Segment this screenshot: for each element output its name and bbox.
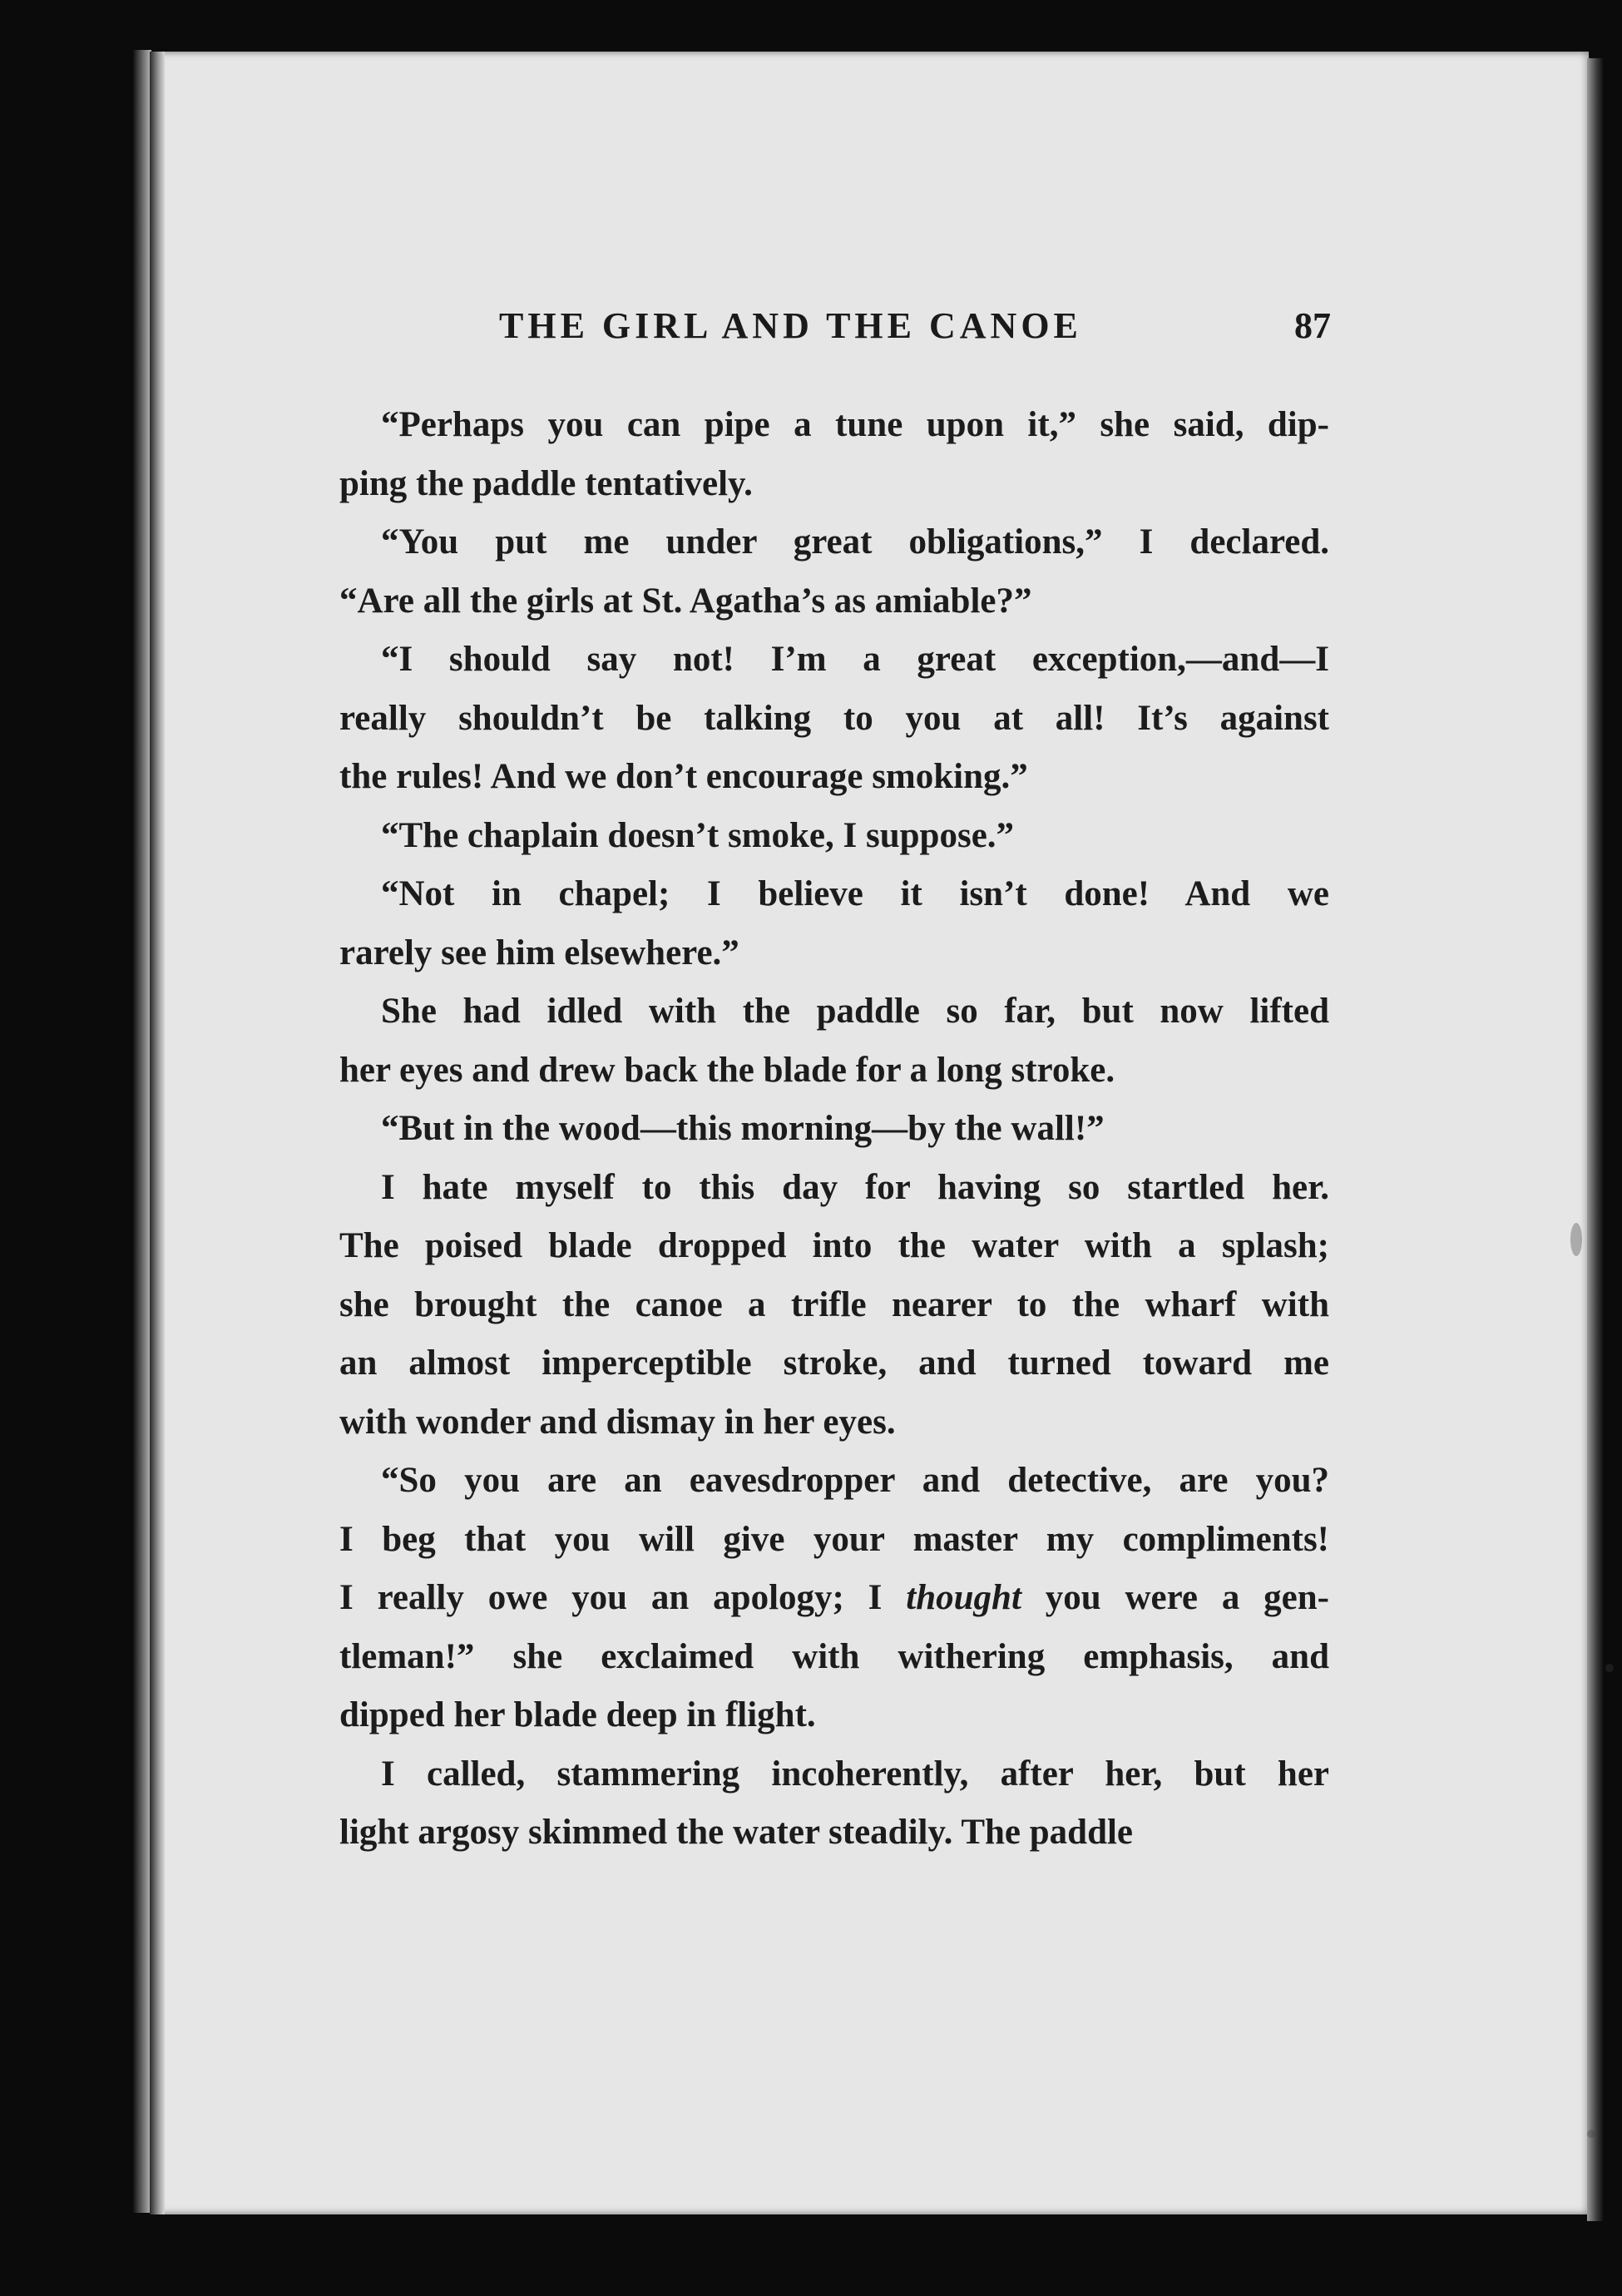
paragraph — [339, 1159, 1329, 1452]
text-line: The poised blade dropped into the water with a splash; — [339, 1226, 1329, 1265]
text-line: ping the paddle tentatively. — [339, 463, 753, 503]
text-line: She had idled with the paddle so far, but now lifted — [381, 992, 1329, 1031]
paragraph — [339, 807, 1329, 866]
page-header — [333, 304, 1331, 354]
margin-speck — [1587, 2130, 1595, 2138]
paragraph — [339, 1745, 1329, 1863]
text-line: an almost imperceptible stroke, and turned toward me — [339, 1343, 1329, 1383]
text-line: “But in the wood—this morning—by the wall!” — [381, 1109, 1105, 1148]
text-line: with wonder and dismay in her eyes. — [339, 1402, 896, 1442]
running-head: THE GIRL AND THE CANOE — [499, 305, 1082, 346]
text-line: “I should say not! I’m a great exception,—and—I — [381, 640, 1329, 679]
paragraph — [339, 982, 1329, 1100]
text-line: really shouldn’t be talking to you at all! It’s against — [339, 698, 1329, 738]
paragraph — [339, 1100, 1329, 1159]
text-line: “The chaplain doesn’t smoke, I suppose.” — [381, 815, 1015, 855]
page-gutter — [150, 52, 165, 2214]
text-line: rarely see him elsewhere.” — [339, 933, 739, 972]
text-line: the rules! And we don’t encourage smoking.” — [339, 757, 1028, 796]
paragraph — [339, 396, 1329, 513]
paragraph — [339, 513, 1329, 631]
text-line: “Perhaps you can pipe a tune upon it,” she said, dip- — [381, 405, 1329, 444]
book-spine-shadow — [133, 50, 151, 2213]
text-line: I called, stammering incoherently, after her, but her — [381, 1754, 1329, 1794]
margin-speck — [1605, 1664, 1614, 1672]
text-line: dipped her blade deep in flight. — [339, 1695, 816, 1734]
text-line: light argosy skimmed the water steadily. The paddle — [339, 1813, 1134, 1852]
margin-smudge — [1570, 1223, 1582, 1256]
text-line: “Are all the girls at St. Agatha’s as amiable?” — [339, 581, 1032, 621]
page-number: 87 — [1294, 305, 1331, 346]
text-line: I beg that you will give your master my compliments! — [339, 1519, 1329, 1559]
text-line: “Not in chapel; I believe it isn’t done! And we — [381, 874, 1329, 913]
text-line: tleman!” she exclaimed with withering emphasis, and — [339, 1636, 1329, 1676]
body-text — [339, 396, 1329, 1863]
text-line: “You put me under great obligations,” I declared. — [381, 522, 1329, 562]
text-line: her eyes and drew back the blade for a long stroke. — [339, 1050, 1115, 1090]
text-line: “So you are an eavesdropper and detective, are you? — [381, 1461, 1329, 1500]
page-right-edge — [1587, 58, 1604, 2221]
text-line: she brought the canoe a trifle nearer to the wharf with — [339, 1284, 1329, 1324]
emphasized-word: thought — [906, 1578, 1021, 1617]
text-line: I really owe you an apology; I thought you were a gen- — [339, 1578, 1329, 1617]
paragraph — [339, 1452, 1329, 1745]
text-line: I hate myself to this day for having so startled her. — [381, 1167, 1329, 1207]
paragraph — [339, 865, 1329, 982]
paragraph — [339, 631, 1329, 807]
